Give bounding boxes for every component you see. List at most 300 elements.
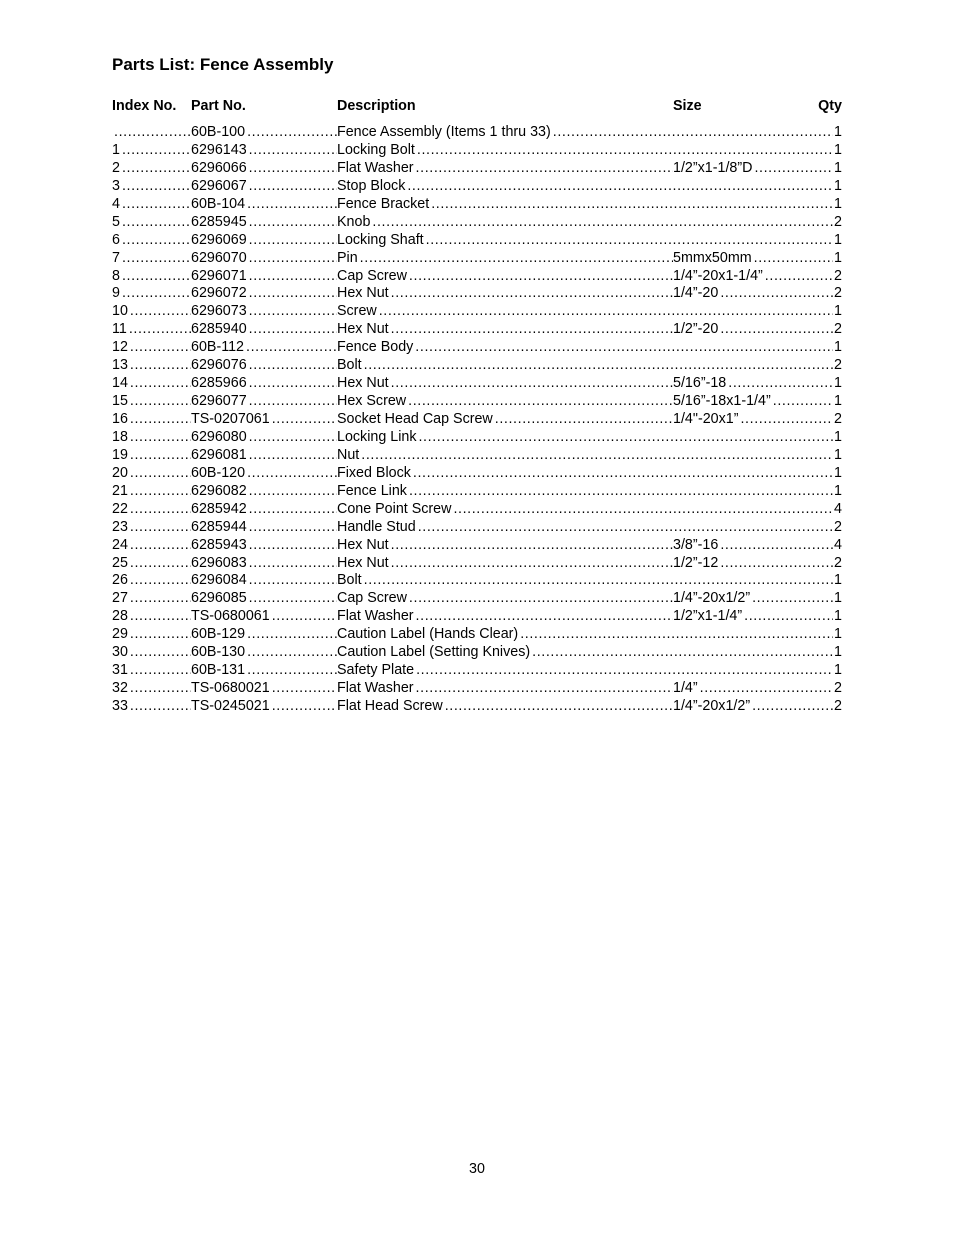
description-cell xyxy=(337,124,833,142)
dot-leader xyxy=(249,483,337,501)
dot-leader xyxy=(272,698,337,716)
description-text: Cap Screw xyxy=(337,590,407,607)
description-cell xyxy=(337,698,673,716)
dot-leader xyxy=(130,303,191,321)
part-no-text: 6296066 xyxy=(191,159,247,176)
qty-text: 2 xyxy=(834,267,842,284)
description-cell xyxy=(337,519,833,537)
qty-text: 1 xyxy=(834,177,842,194)
description-cell xyxy=(337,178,833,196)
page-number: 30 xyxy=(469,1161,485,1177)
size-text: 1/4”-20 xyxy=(673,285,719,302)
description-text: Fence Bracket xyxy=(337,195,430,212)
qty-text: 1 xyxy=(834,662,842,679)
part-no-cell xyxy=(191,590,337,608)
qty-text: 1 xyxy=(834,339,842,356)
index-cell xyxy=(112,178,191,196)
part-no-text: 6296082 xyxy=(191,482,247,499)
size-text: 1/2”-20 xyxy=(673,321,719,338)
qty-text: 1 xyxy=(834,393,842,410)
description-cell xyxy=(337,393,673,411)
column-header-part-no: Part No. xyxy=(191,98,246,114)
description-text: Cap Screw xyxy=(337,267,407,284)
description-cell xyxy=(337,375,673,393)
index-text: 13 xyxy=(112,357,128,374)
part-no-text: 6285942 xyxy=(191,500,247,517)
dot-leader xyxy=(247,196,337,214)
description-text: Fence Assembly (Items 1 thru 33) xyxy=(337,124,551,140)
dot-leader xyxy=(249,178,337,196)
index-cell xyxy=(112,447,191,465)
size-cell xyxy=(673,698,833,716)
index-cell xyxy=(112,285,191,303)
dot-leader xyxy=(249,232,337,250)
size-text: 5mmx50mm xyxy=(673,249,752,266)
description-text: Flat Washer xyxy=(337,680,414,697)
size-text: 3/8”-16 xyxy=(673,536,719,553)
dot-leader xyxy=(130,626,191,644)
size-text: 5/16”-18 xyxy=(673,375,727,392)
qty-text: 1 xyxy=(834,195,842,212)
part-no-cell xyxy=(191,160,337,178)
description-text: Bolt xyxy=(337,572,362,589)
description-text: Fence Body xyxy=(337,339,414,356)
dot-leader xyxy=(130,465,191,483)
description-text: Hex Nut xyxy=(337,321,389,338)
part-no-cell xyxy=(191,124,337,142)
part-no-cell xyxy=(191,501,337,519)
part-no-cell xyxy=(191,644,337,662)
index-text: 1 xyxy=(112,141,120,158)
part-no-cell xyxy=(191,339,337,357)
dot-leader xyxy=(130,429,191,447)
table-row xyxy=(112,357,842,375)
part-no-text: 6296085 xyxy=(191,590,247,607)
index-cell xyxy=(112,196,191,214)
dot-leader xyxy=(122,268,191,286)
index-text: 33 xyxy=(112,698,128,714)
size-cell xyxy=(673,393,833,411)
table-row xyxy=(112,411,842,429)
dot-leader xyxy=(122,196,191,214)
index-cell xyxy=(112,250,191,268)
description-text: Stop Block xyxy=(337,177,406,194)
description-cell xyxy=(337,447,833,465)
index-cell xyxy=(112,321,191,339)
dot-leader xyxy=(130,644,191,662)
table-row xyxy=(112,196,842,214)
description-text: Nut xyxy=(337,446,360,463)
table-row xyxy=(112,214,842,232)
index-text: 4 xyxy=(112,195,120,212)
table-row xyxy=(112,124,842,142)
dot-leader xyxy=(130,411,191,429)
table-row xyxy=(112,555,842,573)
size-cell xyxy=(673,268,833,286)
dot-leader xyxy=(249,537,337,555)
dot-leader xyxy=(249,142,337,160)
description-text: Knob xyxy=(337,213,371,230)
description-cell xyxy=(337,411,673,429)
size-cell xyxy=(673,555,833,573)
dot-leader xyxy=(413,465,833,483)
description-cell xyxy=(337,303,833,321)
table-row xyxy=(112,590,842,608)
dot-leader xyxy=(765,268,833,286)
description-text: Hex Nut xyxy=(337,554,389,571)
dot-leader xyxy=(246,339,337,357)
qty-text: 1 xyxy=(834,141,842,158)
column-header-size: Size xyxy=(673,98,702,114)
table-row xyxy=(112,501,842,519)
qty-text: 4 xyxy=(834,536,842,553)
qty-text: 1 xyxy=(834,590,842,607)
part-no-cell xyxy=(191,447,337,465)
dot-leader xyxy=(122,214,191,232)
column-header-index: Index No. xyxy=(112,98,177,114)
part-no-cell xyxy=(191,142,337,160)
dot-leader xyxy=(720,555,833,573)
dot-leader xyxy=(130,555,191,573)
dot-leader xyxy=(130,357,191,375)
index-text: 22 xyxy=(112,500,128,517)
table-row xyxy=(112,572,842,590)
description-cell xyxy=(337,321,673,339)
index-text: 9 xyxy=(112,285,120,302)
index-cell xyxy=(112,303,191,321)
dot-leader xyxy=(752,698,833,716)
dot-leader xyxy=(249,429,337,447)
part-no-text: TS-0245021 xyxy=(191,698,270,714)
size-cell xyxy=(673,680,833,698)
table-row xyxy=(112,537,842,555)
part-no-text: 6296077 xyxy=(191,393,247,410)
part-no-text: 6296067 xyxy=(191,177,247,194)
part-no-cell xyxy=(191,250,337,268)
index-text: 6 xyxy=(112,231,120,248)
dot-leader xyxy=(249,160,337,178)
dot-leader xyxy=(122,178,191,196)
index-text: 16 xyxy=(112,411,128,427)
dot-leader xyxy=(272,608,337,626)
index-cell xyxy=(112,662,191,680)
description-cell xyxy=(337,465,833,483)
description-cell xyxy=(337,590,673,608)
part-no-text: 60B-120 xyxy=(191,464,246,481)
dot-leader xyxy=(130,393,191,411)
dot-leader xyxy=(426,232,833,250)
dot-leader xyxy=(247,465,337,483)
part-no-cell xyxy=(191,303,337,321)
table-row xyxy=(112,519,842,537)
part-no-text: 6296143 xyxy=(191,141,247,158)
description-text: Flat Washer xyxy=(337,159,414,176)
dot-leader xyxy=(773,393,833,411)
table-row xyxy=(112,268,842,286)
index-cell xyxy=(112,537,191,555)
index-text: 15 xyxy=(112,393,128,410)
dot-leader xyxy=(272,680,337,698)
qty-text: 1 xyxy=(834,303,842,320)
dot-leader xyxy=(114,124,191,142)
table-row xyxy=(112,662,842,680)
dot-leader xyxy=(728,375,833,393)
table-row xyxy=(112,375,842,393)
dot-leader xyxy=(249,393,337,411)
dot-leader xyxy=(407,178,833,196)
description-cell xyxy=(337,537,673,555)
description-cell xyxy=(337,572,833,590)
description-cell xyxy=(337,662,833,680)
part-no-cell xyxy=(191,232,337,250)
dot-leader xyxy=(391,285,673,303)
dot-leader xyxy=(415,339,833,357)
description-text: Fixed Block xyxy=(337,464,411,481)
dot-leader xyxy=(130,680,191,698)
part-no-cell xyxy=(191,519,337,537)
qty-text: 1 xyxy=(834,428,842,445)
qty-text: 4 xyxy=(834,500,842,517)
dot-leader xyxy=(431,196,833,214)
size-cell xyxy=(673,608,833,626)
part-no-cell xyxy=(191,429,337,447)
table-row xyxy=(112,321,842,339)
index-text: 5 xyxy=(112,213,120,230)
size-text: 1/2”-12 xyxy=(673,554,719,571)
part-no-cell xyxy=(191,537,337,555)
index-text: 32 xyxy=(112,680,128,697)
description-cell xyxy=(337,214,833,232)
table-row xyxy=(112,465,842,483)
qty-text: 1 xyxy=(834,159,842,176)
table-row xyxy=(112,232,842,250)
index-text: 21 xyxy=(112,482,128,499)
part-no-text: 6296076 xyxy=(191,357,247,374)
index-text: 18 xyxy=(112,428,128,445)
dot-leader xyxy=(754,160,833,178)
part-no-text: 60B-100 xyxy=(191,124,246,140)
description-text: Caution Label (Setting Knives) xyxy=(337,644,531,661)
part-no-cell xyxy=(191,608,337,626)
dot-leader xyxy=(130,519,191,537)
dot-leader xyxy=(409,268,673,286)
qty-text: 2 xyxy=(834,554,842,571)
qty-text: 1 xyxy=(834,446,842,463)
part-no-text: 6285943 xyxy=(191,536,247,553)
table-row xyxy=(112,303,842,321)
index-cell xyxy=(112,608,191,626)
part-no-text: 6296081 xyxy=(191,446,247,463)
index-text: 3 xyxy=(112,177,120,194)
size-cell xyxy=(673,537,833,555)
dot-leader xyxy=(130,375,191,393)
index-text: 2 xyxy=(112,159,120,176)
description-text: Safety Plate xyxy=(337,662,415,679)
dot-leader xyxy=(130,572,191,590)
dot-leader xyxy=(417,142,833,160)
dot-leader xyxy=(130,590,191,608)
table-row xyxy=(112,339,842,357)
dot-leader xyxy=(122,285,191,303)
parts-list-table xyxy=(112,124,842,716)
table-row xyxy=(112,608,842,626)
dot-leader xyxy=(752,590,833,608)
description-cell xyxy=(337,142,833,160)
part-no-cell xyxy=(191,196,337,214)
part-no-text: 6296084 xyxy=(191,572,247,589)
dot-leader xyxy=(361,447,833,465)
dot-leader xyxy=(249,572,337,590)
part-no-cell xyxy=(191,465,337,483)
table-row xyxy=(112,483,842,501)
qty-text: 1 xyxy=(834,124,842,140)
part-no-text: 6296083 xyxy=(191,554,247,571)
part-no-cell xyxy=(191,321,337,339)
dot-leader xyxy=(247,662,337,680)
part-no-text: TS-0680021 xyxy=(191,680,270,697)
index-text: 25 xyxy=(112,554,128,571)
description-cell xyxy=(337,501,833,519)
size-cell xyxy=(673,321,833,339)
dot-leader xyxy=(453,501,833,519)
part-no-cell xyxy=(191,662,337,680)
size-text: 1/4"-20x1” xyxy=(673,411,739,427)
index-cell xyxy=(112,590,191,608)
index-text: 31 xyxy=(112,662,128,679)
part-no-cell xyxy=(191,357,337,375)
page-title: Parts List: Fence Assembly xyxy=(112,55,334,74)
dot-leader xyxy=(122,232,191,250)
index-cell xyxy=(112,232,191,250)
part-no-text: 6285944 xyxy=(191,518,247,535)
table-row xyxy=(112,698,842,716)
description-cell xyxy=(337,160,673,178)
size-text: 1/2”x1-1/8”D xyxy=(673,159,753,176)
size-text: 1/2”x1-1/4” xyxy=(673,608,743,625)
part-no-cell xyxy=(191,411,337,429)
dot-leader xyxy=(122,250,191,268)
description-text: Handle Stud xyxy=(337,518,416,535)
part-no-cell xyxy=(191,698,337,716)
dot-leader xyxy=(391,375,673,393)
dot-leader xyxy=(416,608,673,626)
dot-leader xyxy=(122,142,191,160)
description-text: Hex Screw xyxy=(337,393,407,410)
qty-text: 1 xyxy=(834,375,842,392)
size-cell xyxy=(673,160,833,178)
qty-text: 1 xyxy=(834,249,842,266)
index-cell xyxy=(112,393,191,411)
dot-leader xyxy=(249,375,337,393)
size-text: 5/16”-18x1-1/4” xyxy=(673,393,771,410)
index-text: 8 xyxy=(112,267,120,284)
description-cell xyxy=(337,268,673,286)
dot-leader xyxy=(130,662,191,680)
size-cell xyxy=(673,250,833,268)
dot-leader xyxy=(130,501,191,519)
dot-leader xyxy=(744,608,833,626)
index-cell xyxy=(112,555,191,573)
table-row xyxy=(112,644,842,662)
dot-leader xyxy=(249,250,337,268)
dot-leader xyxy=(249,303,337,321)
part-no-cell xyxy=(191,268,337,286)
description-text: Bolt xyxy=(337,357,362,374)
part-no-text: 6296071 xyxy=(191,267,247,284)
dot-leader xyxy=(247,124,337,142)
dot-leader xyxy=(520,626,833,644)
dot-leader xyxy=(249,519,337,537)
description-cell xyxy=(337,285,673,303)
part-no-text: 6296073 xyxy=(191,303,247,320)
table-row xyxy=(112,680,842,698)
description-cell xyxy=(337,250,673,268)
index-text: 20 xyxy=(112,464,128,481)
index-cell xyxy=(112,160,191,178)
dot-leader xyxy=(532,644,833,662)
dot-leader xyxy=(445,698,673,716)
dot-leader xyxy=(364,572,833,590)
index-text: 7 xyxy=(112,249,120,266)
description-cell xyxy=(337,680,673,698)
dot-leader xyxy=(416,662,833,680)
dot-leader xyxy=(247,644,337,662)
size-text: 1/4”-20x1-1/4” xyxy=(673,267,763,284)
dot-leader xyxy=(720,285,833,303)
dot-leader xyxy=(249,447,337,465)
qty-text: 1 xyxy=(834,464,842,481)
part-no-text: 60B-131 xyxy=(191,662,246,679)
index-cell xyxy=(112,698,191,716)
part-no-text: 6285945 xyxy=(191,213,247,230)
qty-text: 1 xyxy=(834,644,842,661)
index-text: 19 xyxy=(112,446,128,463)
part-no-text: 6296069 xyxy=(191,231,247,248)
dot-leader xyxy=(418,519,833,537)
dot-leader xyxy=(391,537,673,555)
dot-leader xyxy=(553,124,833,142)
dot-leader xyxy=(720,321,833,339)
part-no-cell xyxy=(191,178,337,196)
column-header-description: Description xyxy=(337,98,416,114)
qty-text: 1 xyxy=(834,482,842,499)
dot-leader xyxy=(129,321,191,339)
part-no-text: TS-0680061 xyxy=(191,608,270,625)
qty-text: 2 xyxy=(834,285,842,302)
index-text: 14 xyxy=(112,375,128,392)
description-cell xyxy=(337,644,833,662)
dot-leader xyxy=(391,555,673,573)
table-row xyxy=(112,429,842,447)
description-cell xyxy=(337,339,833,357)
index-cell xyxy=(112,465,191,483)
qty-text: 1 xyxy=(834,572,842,589)
qty-text: 2 xyxy=(834,321,842,338)
description-cell xyxy=(337,429,833,447)
part-no-text: 60B-130 xyxy=(191,644,246,661)
part-no-text: 60B-129 xyxy=(191,626,246,643)
table-row xyxy=(112,393,842,411)
qty-text: 1 xyxy=(834,608,842,625)
table-row xyxy=(112,626,842,644)
table-row xyxy=(112,160,842,178)
description-text: Locking Bolt xyxy=(337,141,415,158)
dot-leader xyxy=(130,698,191,716)
index-cell xyxy=(112,680,191,698)
index-cell xyxy=(112,429,191,447)
dot-leader xyxy=(740,411,833,429)
dot-leader xyxy=(754,250,833,268)
